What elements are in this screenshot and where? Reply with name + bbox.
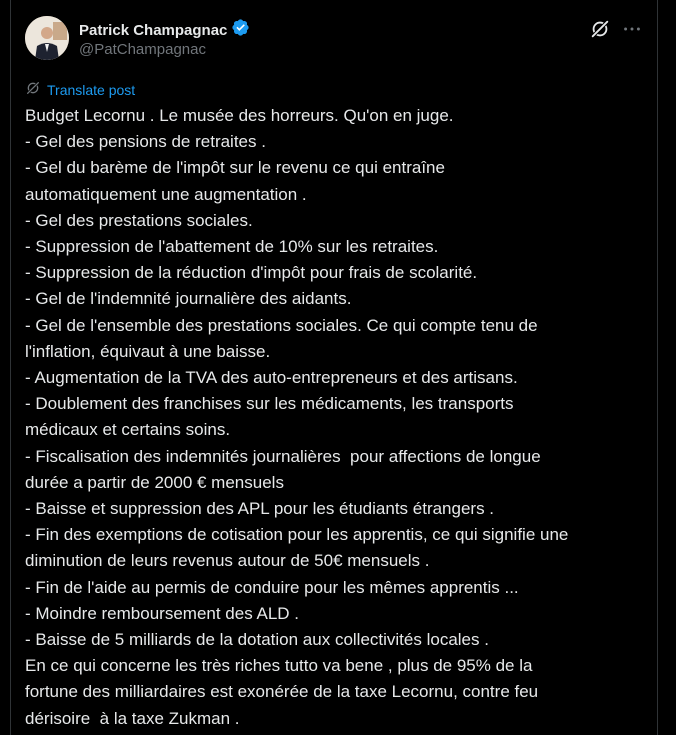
post-line: - Fin de l'aide au permis de conduire pour les mêmes apprentis ... bbox=[25, 577, 519, 597]
post-line: - Baisse et suppression des APL pour les étudiants étrangers . bbox=[25, 499, 495, 519]
translate-label[interactable]: Translate post bbox=[47, 81, 136, 98]
post-line: - Fiscalisation des indemnités journalières pour affections de longue bbox=[25, 446, 541, 466]
post-line: - Fin des exemptions de cotisation pour les apprentis, ce qui signifie une bbox=[25, 525, 569, 545]
post-line: dérisoire à la taxe Zukman . bbox=[25, 708, 240, 728]
post-line: - Gel de l'ensemble des prestations sociales. Ce qui compte tenu de bbox=[25, 315, 538, 335]
display-name[interactable]: Patrick Champagnac bbox=[79, 21, 228, 39]
post-line: - Gel du barème de l'impôt sur le revenu ce qui entraîne bbox=[25, 158, 445, 178]
post-line: - Suppression de l'abattement de 10% sur les retraites. bbox=[25, 237, 439, 257]
post-line: Budget Lecornu . Le musée des horreurs. Qu'on en juge. bbox=[25, 106, 454, 125]
post-line: - Gel des prestations sociales. bbox=[25, 210, 253, 230]
post-line: fortune des milliardaires est exonérée de la taxe Lecornu, contre feu bbox=[25, 682, 539, 702]
post-line: l'inflation, équivaut à une baisse. bbox=[25, 341, 271, 361]
name-row bbox=[79, 18, 250, 42]
post-line: - Suppression de la réduction d'impôt pour frais de scolarité. bbox=[25, 263, 478, 283]
post-line: - Gel des pensions de retraites . bbox=[25, 132, 266, 152]
post-header bbox=[25, 14, 657, 64]
post-card bbox=[10, 0, 658, 735]
post-text bbox=[25, 103, 645, 732]
grok-icon[interactable] bbox=[589, 18, 611, 40]
handle[interactable]: @PatChampagnac bbox=[79, 41, 206, 58]
post-line: médicaux et certains soins. bbox=[25, 420, 231, 440]
translate-post-link[interactable] bbox=[25, 80, 135, 99]
post-line: - Doublement des franchises sur les médicaments, les transports bbox=[25, 394, 514, 414]
avatar[interactable] bbox=[25, 16, 69, 60]
translate-icon bbox=[25, 80, 41, 99]
post-line: - Augmentation de la TVA des auto-entrepreneurs et des artisans. bbox=[25, 368, 518, 388]
more-icon[interactable] bbox=[621, 18, 643, 40]
post-line: - Moindre remboursement des ALD . bbox=[25, 603, 300, 623]
post-line: En ce qui concerne les très riches tutto va bene , plus de 95% de la bbox=[25, 656, 533, 676]
post-line: - Gel de l'indemnité journalière des aidants. bbox=[25, 289, 352, 309]
post-line: automatiquement une augmentation . bbox=[25, 184, 307, 204]
post-line: - Baisse de 5 milliards de la dotation aux collectivités locales . bbox=[25, 630, 489, 650]
post-line: diminution de leurs revenus autour de 50€ mensuels . bbox=[25, 551, 430, 571]
avatar-image bbox=[25, 16, 69, 60]
verified-badge-icon bbox=[231, 18, 250, 42]
post-line: durée a partir de 2000 € mensuels bbox=[25, 472, 284, 492]
